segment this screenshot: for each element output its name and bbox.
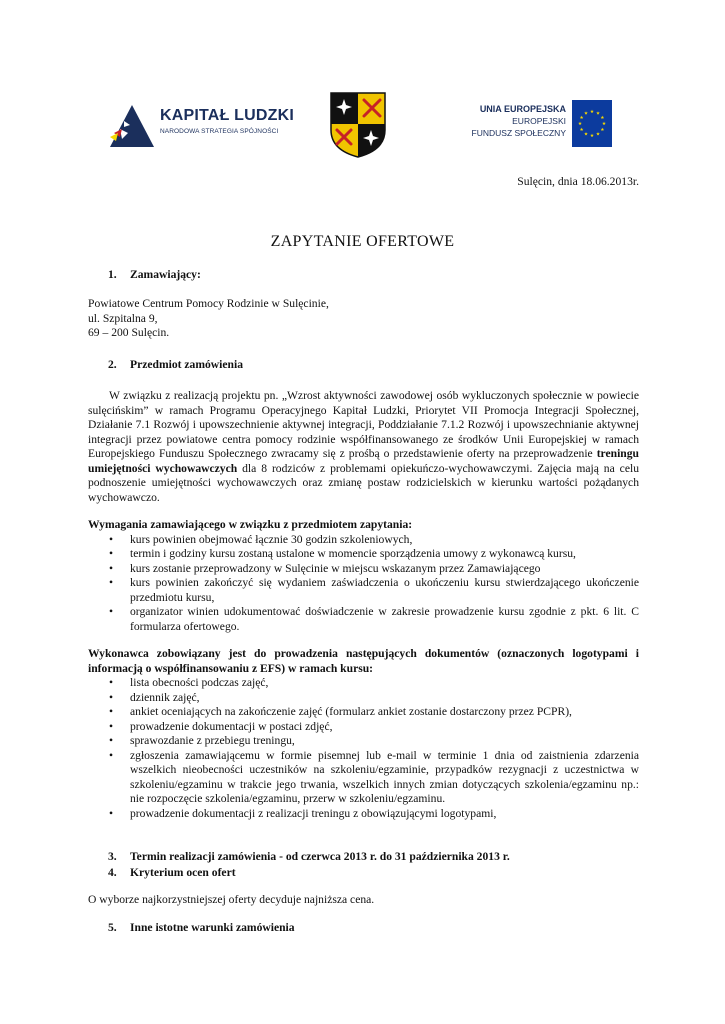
- section-5-number: 5.: [108, 921, 117, 934]
- list-item: • lista obecności podczas zajęć,: [88, 676, 639, 691]
- address-line: Powiatowe Centrum Pomocy Rodzinie w Sulęcinie,: [88, 297, 329, 310]
- eu-flag-icon: [572, 100, 612, 147]
- document-date: Sulęcin, dnia 18.06.2013r.: [517, 175, 639, 188]
- list-item: • kurs zostanie przeprowadzony w Sulęcinie w miejscu wskazanym przez Zamawiającego: [88, 562, 639, 577]
- kapital-ludzki-emblem-icon: [108, 99, 156, 149]
- list-item: • prowadzenie dokumentacji w postaci zdjęć,: [88, 720, 639, 735]
- section-1-title: Zamawiający:: [130, 268, 201, 281]
- section-2-title: Przedmiot zamówienia: [130, 358, 244, 371]
- section-1-heading: [108, 268, 201, 281]
- kapital-ludzki-logo: [108, 99, 298, 149]
- requirements-section: [88, 518, 639, 634]
- documents-section: [88, 647, 639, 821]
- requirements-heading: Wymagania zamawiającego w związku z przedmiotem zapytania:: [88, 518, 413, 531]
- list-item: • organizator winien udokumentować doświadczenie w zakresie prowadzenie kursu zgodnie z pkt. 6 lit. C formularza ofertowego.: [88, 605, 639, 634]
- subject-text-b: dla 8 rodziców z problemami opiekuńczo-wychowawczymi. Zajęcia mają na celu podnoszenie umiejętności wychowawczych oraz zmianę postaw rodzicielskich w kierunku wartości pożądanych wychowawczo.: [88, 461, 639, 504]
- address-line: ul. Szpitalna 9,: [88, 311, 158, 325]
- section-5-heading: [108, 921, 295, 934]
- eu-line-2: EUROPEJSKI: [512, 116, 566, 126]
- section-2-heading: [108, 358, 243, 371]
- eu-fund-caption: [440, 104, 566, 138]
- section-3-title: Termin realizacji zamówienia - od czerwca 2013 r. do 31 października 2013 r.: [130, 850, 510, 863]
- section-4-title: Kryterium ocen ofert: [130, 866, 236, 879]
- requirements-list: [88, 533, 639, 635]
- contracting-authority-address: [88, 297, 639, 341]
- section-3-number: 3.: [108, 850, 117, 863]
- list-item: • ankiet oceniających na zakończenie zajęć (formularz ankiet zostanie dostarczony przez PCPR),: [88, 705, 639, 720]
- section-3-heading: [108, 850, 510, 863]
- list-item: • zgłoszenia zamawiającemu w formie pisemnej lub e-mail w terminie 1 dnia od zaistnienia zdarzenia wszelkich nieobecności uczestników na szkoleniu/egzaminie, przypadków rezygnacji z uczestnictwa w szkoleniu/egzaminu w trakcie jego trwania, wszelkich innych zmian dotyczących szkolenia/egzaminu np.: nie rozpoczęcie szkolenia/egzaminu, przerw w szkoleniu/egzaminu.: [88, 749, 639, 807]
- list-item: • prowadzenie dokumentacji z realizacji treningu z obowiązującymi logotypami,: [88, 807, 639, 822]
- subject-text-a: W związku z realizacją projektu pn. „Wzrost aktywności zawodowej osób wykluczonych społecznie w powiecie sulęcińskim” w ramach Programu Operacyjnego Kapitał Ludzki, Priorytet VII Promocja Integracji Społecznej, Działanie 7.1 Rozwój i upowszechnienie aktywnej integracji, Poddziałanie 7.1.2 Rozwój i upowszechnianie aktywnej integracji przez powiatowe centra pomocy rodzinie współfinansowanego ze środków Unii Europejskiej w ramach Europejskiego Funduszu Społecznego zwracamy się z prośbą o przedstawienie oferty na przeprowadzenie: [88, 389, 639, 460]
- address-line: 69 – 200 Sulęcin.: [88, 326, 170, 339]
- list-item: • kurs powinien zakończyć się wydaniem zaświadczenia o ukończeniu kursu stwierdzającego ukończenie przedmiotu kursu,: [88, 576, 639, 605]
- list-item: • sprawozdanie z przebiegu treningu,: [88, 734, 639, 749]
- subject-paragraph: [88, 389, 639, 505]
- documents-heading: Wykonawca zobowiązany jest do prowadzenia następujących dokumentów (oznaczonych logotypami i informacją o współfinansowaniu z EFS) w ramach kursu:: [88, 647, 639, 675]
- subject-text-bold: treningu umiejętności wychowawczych: [88, 447, 639, 475]
- section-4-number: 4.: [108, 866, 117, 879]
- section-5-title: Inne istotne warunki zamówienia: [130, 921, 295, 934]
- documents-list: [88, 676, 639, 821]
- eu-line-3: FUNDUSZ SPOŁECZNY: [471, 128, 566, 138]
- eu-line-1: UNIA EUROPEJSKA: [479, 104, 566, 114]
- list-item: • termin i godziny kursu zostaną ustalone w momencie sporządzenia umowy z wykonawcą kursu,: [88, 547, 639, 562]
- page-title: ZAPYTANIE OFERTOWE: [270, 233, 455, 250]
- list-item: • dziennik zajęć,: [88, 691, 639, 706]
- section-2-number: 2.: [108, 358, 117, 371]
- section-4-heading: [108, 866, 236, 879]
- logo-bar: [0, 0, 725, 170]
- list-item: • kurs powinien obejmować łącznie 30 godzin szkoleniowych,: [88, 533, 639, 548]
- kapital-ludzki-title: KAPITAŁ LUDZKI: [160, 107, 295, 124]
- evaluation-criterion-text: O wyborze najkorzystniejszej oferty decyduje najniższa cena.: [88, 893, 375, 906]
- kapital-ludzki-subtitle: NARODOWA STRATEGIA SPÓJNOŚCI: [160, 128, 279, 135]
- coat-of-arms-icon: [330, 92, 386, 158]
- section-1-number: 1.: [108, 268, 117, 281]
